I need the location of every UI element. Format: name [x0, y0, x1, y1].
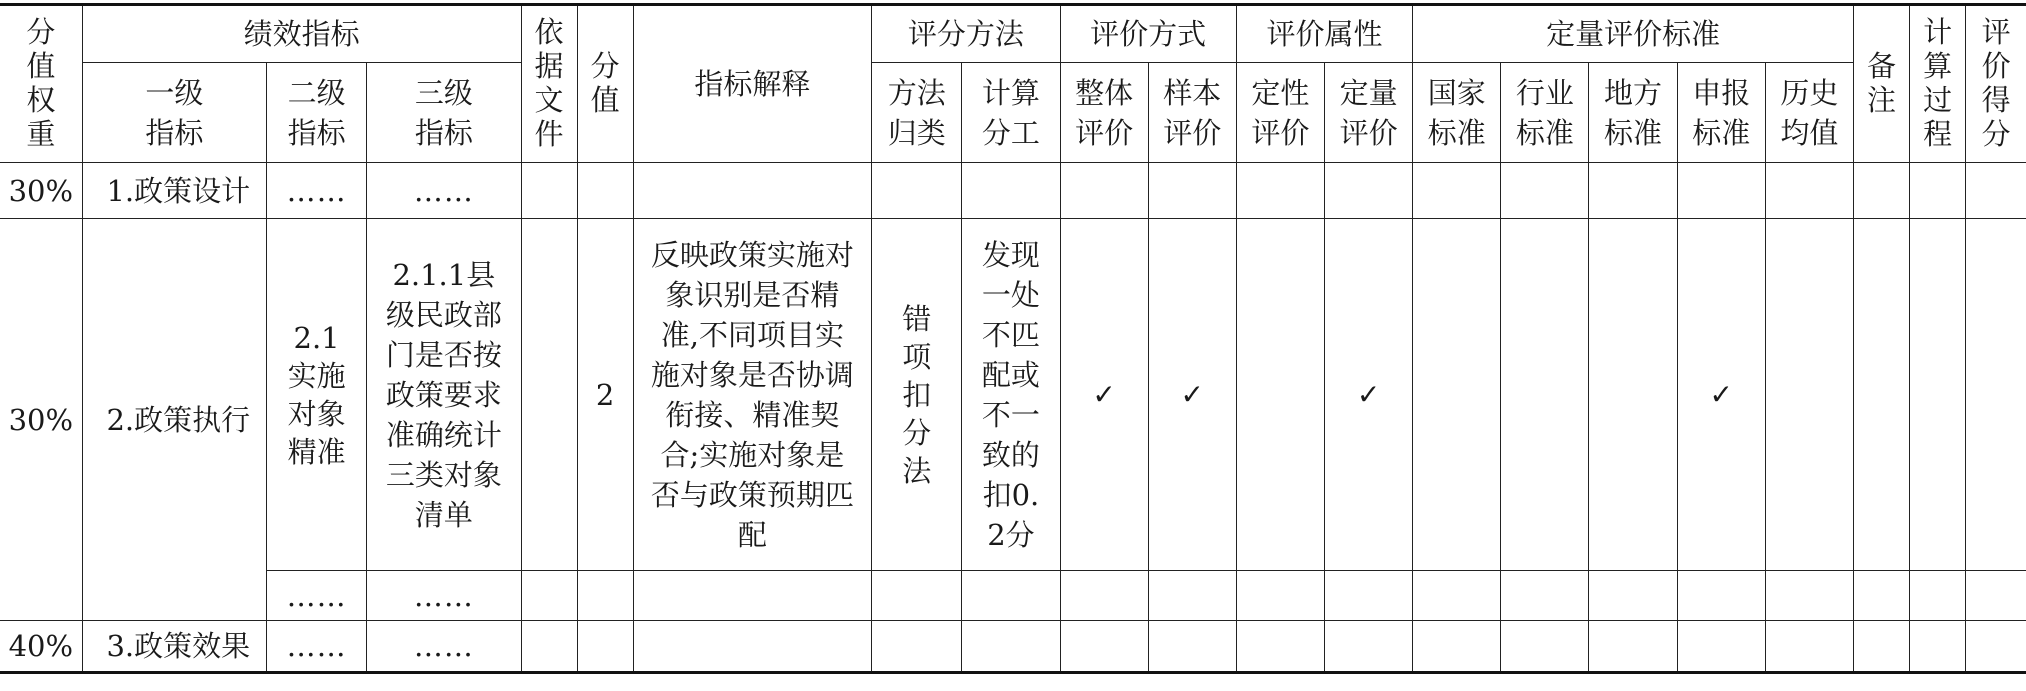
cell-sample-eval-check: ✓: [1148, 219, 1236, 571]
cell-qualitative-eval: [1236, 219, 1324, 571]
cell-empty: [1060, 621, 1148, 673]
cell-empty: [1148, 571, 1236, 621]
header-industry-std: 行业标准: [1501, 63, 1589, 163]
header-evaluation-attribute: 评价属性: [1236, 5, 1412, 63]
table-row-policy-execution: [0, 219, 2026, 571]
cell-industry-std: [1501, 219, 1589, 571]
cell-weight: 40%: [0, 621, 82, 673]
cell-calc-process: [1910, 219, 1966, 571]
cell-level2: ……: [267, 571, 367, 621]
header-quantitative-eval: 定量评价: [1325, 63, 1413, 163]
cell-national-std: [1413, 219, 1501, 571]
cell-empty: [1966, 621, 2026, 673]
header-evaluation-mode: 评价方式: [1060, 5, 1236, 63]
header-national-std: 国家标准: [1413, 63, 1501, 163]
cell-empty: [1966, 163, 2026, 219]
evaluation-table-container: [0, 3, 2026, 674]
cell-empty: [521, 621, 577, 673]
cell-level3: ……: [367, 163, 521, 219]
header-method-category: 方法归类: [872, 63, 962, 163]
cell-empty: [1589, 571, 1677, 621]
cell-empty: [962, 621, 1060, 673]
header-indicator-explanation: 指标解释: [633, 5, 871, 163]
cell-empty: [872, 163, 962, 219]
cell-method-category: 错项扣分法: [872, 219, 962, 571]
cell-empty: [1148, 163, 1236, 219]
cell-empty: [1148, 621, 1236, 673]
cell-local-std: [1589, 219, 1677, 571]
header-weight: 分值权重: [0, 5, 82, 163]
cell-empty: [1910, 163, 1966, 219]
cell-empty: [1677, 163, 1765, 219]
cell-empty: [872, 621, 962, 673]
cell-empty: [1501, 621, 1589, 673]
cell-level1: 1.政策设计: [82, 163, 266, 219]
cell-empty: [521, 571, 577, 621]
cell-indicator-explanation: 反映政策实施对象识别是否精准,不同项目实施对象是否协调衔接、精准契合;实施对象是否与政策预期匹配: [633, 219, 871, 571]
header-calc-division: 计算分工: [962, 63, 1060, 163]
cell-empty: [1413, 163, 1501, 219]
cell-empty: [1413, 621, 1501, 673]
header-level2: 二级指标: [267, 63, 367, 163]
cell-empty: [1765, 621, 1853, 673]
cell-empty: [1060, 163, 1148, 219]
cell-level2: ……: [267, 163, 367, 219]
cell-empty: [1501, 571, 1589, 621]
cell-level3: ……: [367, 571, 521, 621]
cell-empty: [1413, 571, 1501, 621]
header-overall-eval: 整体评价: [1060, 63, 1148, 163]
cell-weight: 30%: [0, 219, 82, 621]
cell-empty: [1853, 571, 1909, 621]
cell-empty: [962, 571, 1060, 621]
cell-empty: [577, 621, 633, 673]
cell-empty: [1236, 571, 1324, 621]
cell-empty: [1236, 163, 1324, 219]
cell-empty: [1765, 163, 1853, 219]
cell-empty: [1677, 621, 1765, 673]
cell-empty: [1325, 163, 1413, 219]
header-row-2: [0, 63, 2026, 163]
cell-eval-score: [1966, 219, 2026, 571]
cell-level2: 2.1实施对象精准: [267, 219, 367, 571]
cell-empty: [633, 621, 871, 673]
header-qualitative-eval: 定性评价: [1236, 63, 1324, 163]
cell-level2: ……: [267, 621, 367, 673]
cell-empty: [1853, 163, 1909, 219]
cell-empty: [1236, 621, 1324, 673]
header-basis-document: 依据文件: [521, 5, 577, 163]
performance-evaluation-table: [0, 3, 2026, 674]
cell-weight: 30%: [0, 163, 82, 219]
cell-empty: [1910, 621, 1966, 673]
cell-empty: [1853, 621, 1909, 673]
cell-calc-division: 发现一处不匹配或不一致的扣0.2分: [962, 219, 1060, 571]
header-scoring-method: 评分方法: [872, 5, 1060, 63]
cell-empty: [1765, 571, 1853, 621]
cell-quantitative-eval-check: ✓: [1325, 219, 1413, 571]
cell-score: 2: [577, 219, 633, 571]
cell-declared-std-check: ✓: [1677, 219, 1765, 571]
cell-empty: [1060, 571, 1148, 621]
table-row-policy-effect: [0, 621, 2026, 673]
header-performance-indicator: 绩效指标: [82, 5, 521, 63]
cell-empty: [962, 163, 1060, 219]
header-quantitative-standard: 定量评价标准: [1413, 5, 1854, 63]
cell-empty: [1966, 571, 2026, 621]
header-score: 分值: [577, 5, 633, 163]
cell-empty: [577, 163, 633, 219]
cell-basis-document: [521, 219, 577, 571]
header-calculation-process: 计算过程: [1910, 5, 1966, 163]
cell-empty: [1589, 621, 1677, 673]
cell-empty: [1501, 163, 1589, 219]
cell-empty: [577, 571, 633, 621]
cell-empty: [1677, 571, 1765, 621]
header-remark: 备注: [1853, 5, 1909, 163]
cell-empty: [633, 571, 871, 621]
header-level1: 一级指标: [82, 63, 266, 163]
header-historical-avg: 历史均值: [1765, 63, 1853, 163]
cell-empty: [1325, 571, 1413, 621]
header-level3: 三级指标: [367, 63, 521, 163]
cell-level1: 2.政策执行: [82, 219, 266, 621]
cell-level3: 2.1.1县级民政部门是否按政策要求准确统计三类对象清单: [367, 219, 521, 571]
table-row-policy-execution-more: [0, 571, 2026, 621]
cell-level1: 3.政策效果: [82, 621, 266, 673]
header-evaluation-score: 评价得分: [1966, 5, 2026, 163]
cell-remark: [1853, 219, 1909, 571]
header-sample-eval: 样本评价: [1148, 63, 1236, 163]
cell-empty: [1589, 163, 1677, 219]
header-declared-std: 申报标准: [1677, 63, 1765, 163]
header-row-1: [0, 5, 2026, 63]
cell-empty: [1910, 571, 1966, 621]
cell-empty: [872, 571, 962, 621]
cell-empty: [521, 163, 577, 219]
cell-overall-eval-check: ✓: [1060, 219, 1148, 571]
cell-level3: ……: [367, 621, 521, 673]
cell-empty: [633, 163, 871, 219]
header-local-std: 地方标准: [1589, 63, 1677, 163]
cell-empty: [1325, 621, 1413, 673]
table-row-policy-design: [0, 163, 2026, 219]
cell-historical-avg: [1765, 219, 1853, 571]
